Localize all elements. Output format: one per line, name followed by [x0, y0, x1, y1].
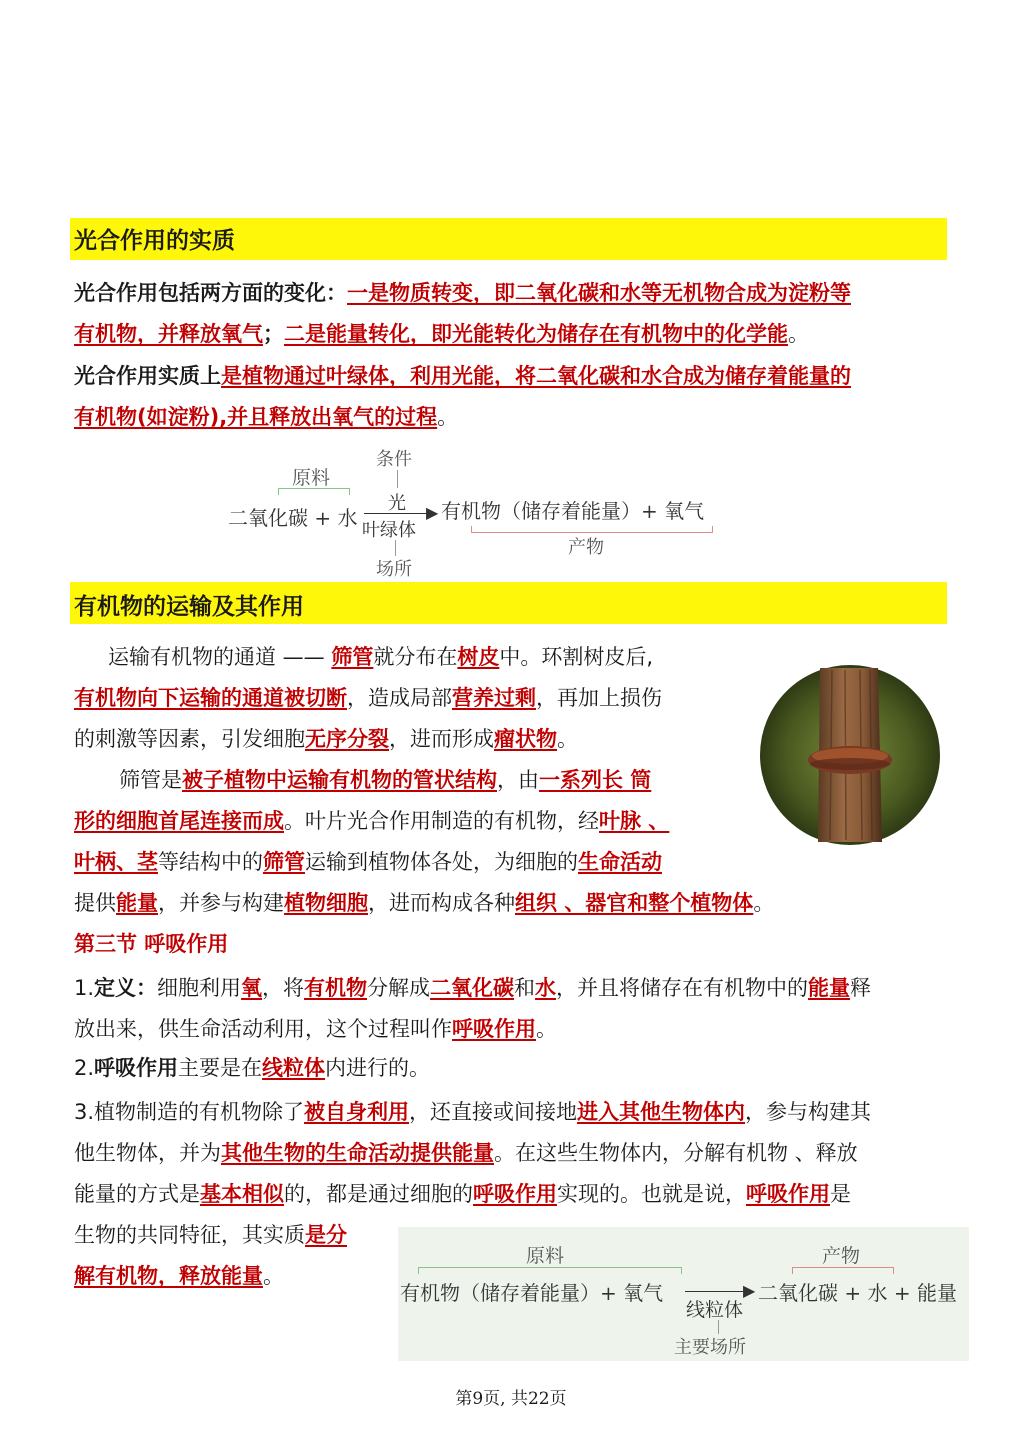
label-raw-material: 原料: [292, 467, 331, 489]
product-bracket: [792, 1267, 894, 1274]
products: 二氧化碳 + 水 + 能量: [758, 1281, 957, 1305]
label-product: 产物: [568, 537, 604, 558]
reactants: 二氧化碳 + 水: [228, 506, 358, 530]
raw-material-bracket: [418, 1267, 682, 1274]
arrow-head: ▶: [426, 503, 439, 522]
reaction-arrow: [685, 1291, 747, 1292]
section-heading-respiration: 第三节 呼吸作用: [74, 932, 229, 956]
transport-paragraph-2: 筛管是被子植物中运输有机物的管状结构，由一系列长 筒 形的细胞首尾连接而成。叶片光合作用制造的有机物，经叶脉 、 叶柄、茎等结构中的筛管运输到植物体各处，为细胞的生命活动 提供能量，并参与构建植物细胞，进而构成各种组织 、器官和整个植物体。: [74, 768, 775, 915]
respiration-equation-diagram: [398, 1227, 969, 1361]
label-condition: 条件: [376, 449, 412, 470]
tree-bark-tumor-photo: [750, 660, 945, 850]
label-main-site: 主要场所: [674, 1337, 746, 1358]
light-condition: 光: [388, 493, 406, 514]
reactants: 有机物（储存着能量）+ 氧气: [400, 1281, 664, 1305]
products: 有机物（储存着能量）+ 氧气: [441, 499, 705, 523]
respiration-paragraph-3: 3.植物制造的有机物除了被自身利用，还直接或间接地进入其他生物体内，参与构建其 他生物体，并为其他生物的生命活动提供能量。在这些生物体内，分解有机物 、释放 能量的方式是基本相似的，都是通过细胞的呼吸作用实现的。也就是说，呼吸作用是 生物的共同特征，其实质是分 解有机物，释放能量。: [74, 1100, 872, 1288]
chloroplast: 叶绿体: [362, 520, 416, 541]
reaction-arrow: [364, 513, 430, 514]
label-raw-material: 原料: [526, 1245, 565, 1267]
raw-material-bracket: [278, 488, 350, 495]
respiration-definition: 1.定义：细胞利用氧，将有机物分解成二氧化碳和水，并且将储存在有机物中的能量释 放出来，供生命活动利用，这个过程叫作呼吸作用。: [74, 976, 872, 1041]
respiration-site: 2.呼吸作用主要是在线粒体内进行的。: [74, 1056, 431, 1080]
site-line: [718, 1320, 719, 1334]
label-product: 产物: [822, 1245, 861, 1267]
condition-line: [397, 470, 398, 488]
photosynthesis-equation-diagram: [0, 0, 1022, 600]
photosynthesis-paragraph-1: 光合作用包括两方面的变化：一是物质转变，即二氧化碳和水等无机物合成为淀粉等 有机物，并释放氧气；二是能量转化，即光能转化为储存在有机物中的化学能。: [74, 281, 851, 346]
section-heading-organic-transport: 有机物的运输及其作用: [70, 582, 947, 624]
label-site: 场所: [376, 559, 412, 580]
mitochondria: 线粒体: [686, 1299, 744, 1321]
page-number: 第9页, 共22页: [455, 1389, 567, 1409]
transport-paragraph-1: 运输有机物的通道 —— 筛管就分布在树皮中。环割树皮后, 有机物向下运输的通道被切断，造成局部营养过剩，再加上损伤 的刺激等因素，引发细胞无序分裂，进而形成瘤状物。: [74, 645, 662, 751]
section-heading-photosynthesis: 光合作用的实质: [70, 218, 947, 260]
photosynthesis-paragraph-2: 光合作用实质上是植物通过叶绿体，利用光能，将二氧化碳和水合成为储存着能量的 有机物(如淀粉),并且释放出氧气的过程。: [74, 364, 851, 429]
site-line: [395, 540, 396, 556]
arrow-head: ▶: [743, 1281, 756, 1300]
product-bracket: [471, 526, 713, 533]
